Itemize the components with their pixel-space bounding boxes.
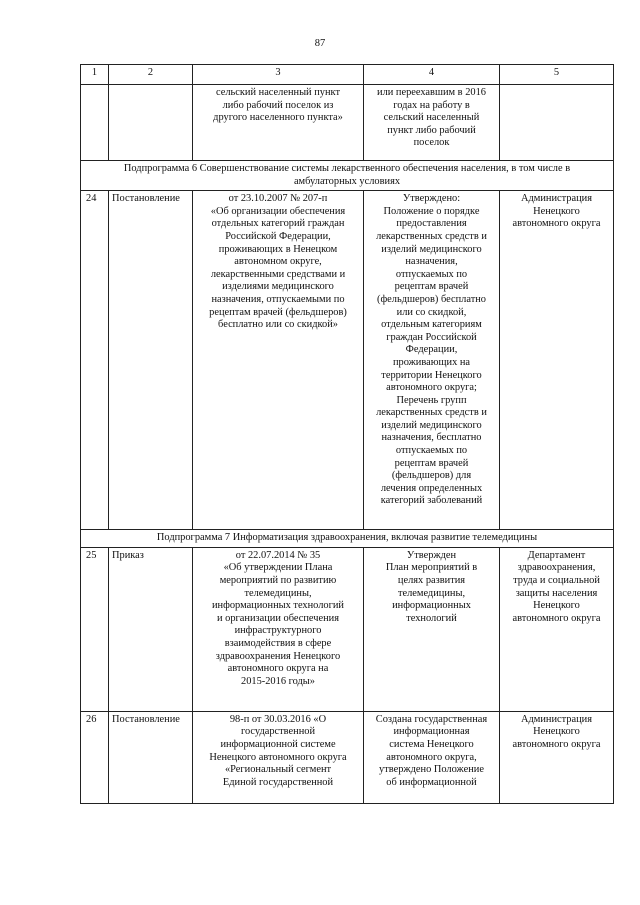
cell-document — [193, 85, 364, 161]
cell-responsible — [500, 85, 614, 161]
subprogram-7-title — [81, 530, 614, 548]
text-line: (фельдшеров) для — [391, 470, 472, 482]
cell-number — [81, 85, 109, 161]
text-line: рецептам врачей — [394, 457, 469, 469]
text-line: отдельным категориям — [381, 319, 482, 331]
text-line: лекарственными средствами и — [210, 268, 346, 280]
table-row-24 — [81, 191, 614, 530]
text-line: отдельных категорий граждан — [211, 218, 345, 230]
document-table — [80, 64, 614, 804]
text-line: назначения, бесплатно — [381, 432, 482, 444]
text-line: «Об утверждении Плана — [223, 562, 333, 574]
text-line: автономного округа — [512, 218, 601, 230]
text-line: Утверждено: — [402, 193, 461, 205]
text-line: информационных технологий — [211, 600, 344, 612]
text-line: целях развития — [397, 574, 466, 586]
text-line: лекарственных средств и — [376, 407, 487, 419]
subprogram-6-row — [81, 161, 614, 191]
text-line: лекарственных средств и — [376, 230, 487, 242]
text-line: либо рабочий поселок из — [222, 99, 334, 111]
text-line: технологий — [406, 612, 457, 624]
text-line: автономного округа; — [386, 382, 477, 394]
text-line: Ненецкого — [533, 205, 580, 217]
text-line: защиты населения — [515, 587, 598, 599]
text-line: и организации обеспечения — [216, 612, 340, 624]
text-line: Ненецкого автономного округа — [209, 751, 347, 763]
text-line: инфраструктурного — [234, 625, 322, 637]
cell-result — [364, 711, 500, 803]
header-cell-4: 4 — [364, 65, 500, 85]
text-line: рецептам врачей (фельдшеров) — [209, 306, 347, 318]
cell-result — [364, 547, 500, 711]
subprogram-7-row — [81, 530, 614, 548]
text-line: лечения определенных — [380, 482, 483, 494]
text-line: Российской Федерации, — [225, 230, 331, 242]
cell-type: Приказ — [109, 547, 193, 711]
text-line: автономного округа — [512, 738, 601, 750]
text-line: территории Ненецкого — [381, 369, 482, 381]
text-line: мероприятий по развитию — [219, 574, 337, 586]
text-line: изделий медицинского — [381, 243, 482, 255]
text-line: проживающих на — [392, 356, 471, 368]
text-line: Ненецкого — [533, 600, 580, 612]
text-line: труда и социальной — [513, 574, 600, 586]
cell-responsible — [500, 191, 614, 530]
cell-document — [193, 547, 364, 711]
text-line: отпускаемых по — [395, 268, 468, 280]
text-line: отпускаемых по — [395, 445, 468, 457]
text-line: телемедицины, — [244, 587, 312, 599]
text-line: Администрация — [520, 193, 593, 205]
text-line: План мероприятий в — [385, 562, 478, 574]
text-line: бесплатно или со скидкой» — [218, 319, 338, 331]
text-line: автономного округа на — [227, 663, 329, 675]
text-line: Подпрограмма 7 Информатизация здравоохранения, включая развитие телемедицины — [156, 532, 538, 544]
page-number: 87 — [314, 38, 326, 49]
text-line: изделий медицинского — [381, 419, 482, 431]
text-line: автономном округе, — [234, 256, 322, 268]
text-line: категорий заболеваний — [380, 495, 483, 507]
header-cell-3: 3 — [193, 65, 364, 85]
text-line: информационных — [392, 600, 471, 612]
text-line: здравоохранения, — [517, 562, 596, 574]
text-line: система Ненецкого — [389, 738, 474, 750]
text-line: Положение о порядке — [383, 205, 480, 217]
text-line: Утвержден — [406, 549, 457, 561]
text-line: Единой государственной — [222, 776, 334, 788]
text-line: граждан Российской — [386, 331, 477, 343]
text-line: взаимодействия в сфере — [224, 637, 332, 649]
text-line: информационной системе — [220, 738, 336, 750]
cell-result — [364, 191, 500, 530]
cell-number: 24 — [81, 191, 109, 530]
header-cell-2: 2 — [109, 65, 193, 85]
text-line: предоставления — [396, 218, 467, 230]
text-line: информационная — [393, 726, 470, 738]
text-line: другого населенного пункта» — [213, 112, 343, 124]
header-cell-5: 5 — [500, 65, 614, 85]
text-line: назначения, отпускаемыми по — [211, 293, 345, 305]
subprogram-6-title — [81, 161, 614, 191]
cell-document — [193, 711, 364, 803]
text-line: телемедицины, — [397, 587, 466, 599]
text-line: Федерации, — [405, 344, 458, 356]
text-line: от 22.07.2014 № 35 — [235, 549, 321, 561]
text-line: государственной — [240, 726, 316, 738]
text-line: 98-п от 30.03.2016 «О — [229, 713, 327, 725]
cell-document — [193, 191, 364, 530]
cell-responsible — [500, 547, 614, 711]
text-line: амбулаторных условиях — [293, 175, 401, 187]
cell-result — [364, 85, 500, 161]
cell-type: Постановление — [109, 191, 193, 530]
header-cell-1: 1 — [81, 65, 109, 85]
text-line: Подпрограмма 6 Совершенствование системы лекарственного обеспечения населения, в том числе в — [123, 163, 571, 174]
cell-type — [109, 85, 193, 161]
text-line: или со скидкой, — [396, 306, 467, 318]
table-row-25 — [81, 547, 614, 711]
table-row-26 — [81, 711, 614, 803]
text-line: Администрация — [520, 713, 593, 725]
text-line: поселок — [413, 137, 450, 149]
cell-type: Постановление — [109, 711, 193, 803]
text-line: или переехавшим в 2016 — [377, 87, 486, 98]
text-line: автономного округа — [512, 612, 601, 624]
text-line: утверждено Положение — [379, 764, 484, 776]
text-line: рецептам врачей — [394, 281, 469, 293]
cell-number: 25 — [81, 547, 109, 711]
text-line: сельский населенный пункт — [215, 87, 340, 98]
text-line: проживающих в Ненецком — [218, 243, 338, 255]
text-line: «Региональный сегмент — [224, 764, 332, 776]
text-line: Департамент — [527, 549, 586, 561]
text-line: назначения, — [405, 256, 458, 268]
text-line: здравоохранения Ненецкого — [215, 650, 341, 662]
text-line: Создана государственная — [375, 713, 488, 725]
table-row-continuation — [81, 85, 614, 161]
text-line: 2015-2016 годы» — [241, 675, 315, 687]
text-line: Перечень групп — [396, 394, 467, 406]
text-line: автономного округа, — [386, 751, 477, 763]
text-line: годах на работу в — [393, 99, 470, 111]
text-line: Ненецкого — [533, 726, 580, 738]
cell-number: 26 — [81, 711, 109, 803]
text-line: об информационной — [386, 776, 477, 788]
text-line: (фельдшеров) бесплатно — [376, 293, 486, 305]
text-line: сельский населенный — [383, 112, 480, 124]
table-header-row — [81, 65, 614, 85]
text-line: пункт либо рабочий — [387, 124, 476, 136]
cell-responsible — [500, 711, 614, 803]
text-line: «Об организации обеспечения — [210, 205, 346, 217]
text-line: от 23.10.2007 № 207-п — [228, 193, 328, 205]
text-line: изделиями медицинского — [222, 281, 334, 293]
